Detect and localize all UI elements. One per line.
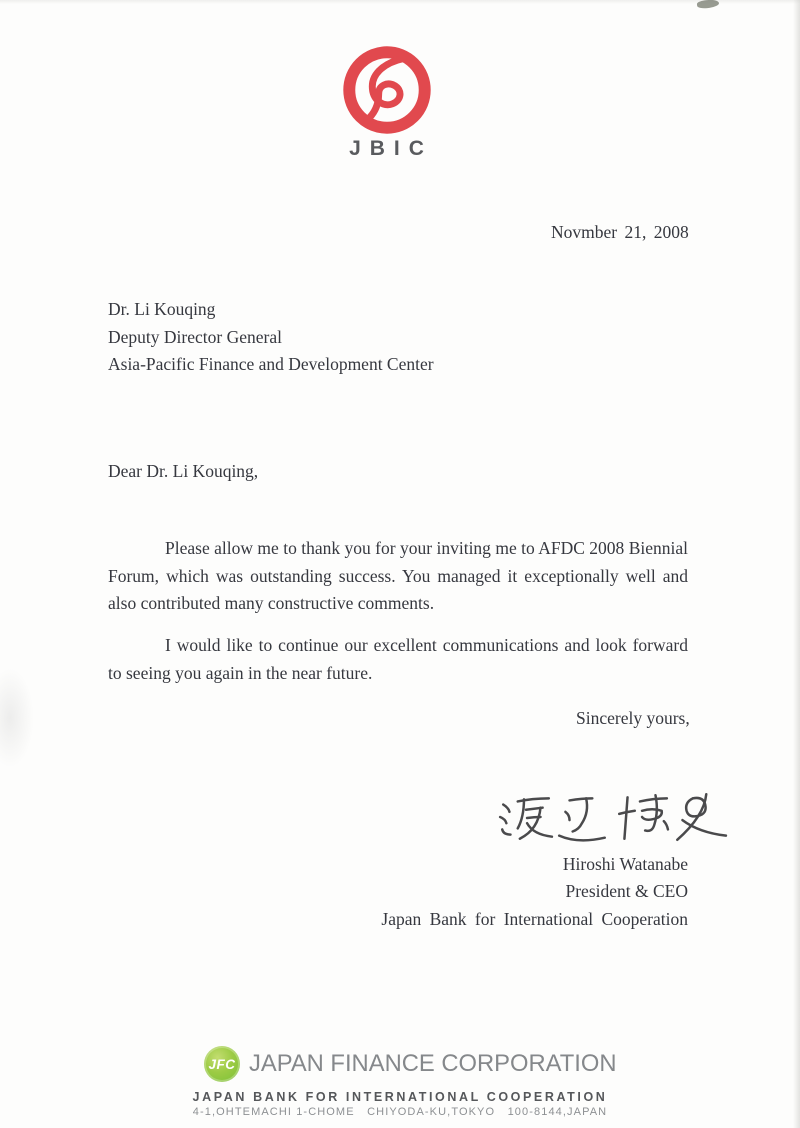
body-paragraph-1: Please allow me to thank you for your inviting me to AFDC 2008 Biennial Forum, which was outstanding success. You managed it exceptionally well and also contributed many constructive comments. <box>108 538 688 613</box>
footer-address: 4-1,OHTEMACHI 1-CHOME CHIYODA-KU,TOKYO 100-8144,JAPAN <box>192 1106 608 1118</box>
signer-organization: Japan Bank for International Cooperation <box>381 908 688 929</box>
scan-corner-mark <box>697 0 720 9</box>
footer-brand-row <box>32 1046 800 1082</box>
jbic-logo-icon <box>341 44 433 136</box>
recipient-organization: Asia-Pacific Finance and Development Center <box>108 354 434 374</box>
scan-edge-top <box>0 0 800 4</box>
closing-phrase: Sincerely yours, <box>576 708 690 728</box>
salutation: Dear Dr. Li Kouqing, <box>108 461 259 481</box>
jbic-wordmark: JBIC <box>349 137 433 160</box>
body-paragraph-2: I would like to continue our excellent communications and look forward to seeing you again in the near future. <box>108 635 688 683</box>
footer-company-name: JAPAN FINANCE CORPORATION <box>249 1050 617 1077</box>
signer-title: President & CEO <box>565 881 688 902</box>
recipient-name: Dr. Li Kouqing <box>108 299 216 319</box>
signature-block <box>300 851 688 933</box>
footer-bank-name: JAPAN BANK FOR INTERNATIONAL COOPERATION <box>192 1090 608 1104</box>
jfc-logo-icon <box>204 1046 240 1082</box>
signature-handwritten <box>490 788 734 846</box>
letter-date: Novmber 21, 2008 <box>551 222 689 242</box>
scan-edge-right <box>793 0 800 1128</box>
scan-left-smudge <box>0 668 34 768</box>
signer-name: Hiroshi Watanabe <box>562 854 688 874</box>
recipient-title: Deputy Director General <box>108 326 282 347</box>
recipient-block <box>108 296 434 379</box>
jfc-logo-text: JFC <box>208 1056 236 1072</box>
